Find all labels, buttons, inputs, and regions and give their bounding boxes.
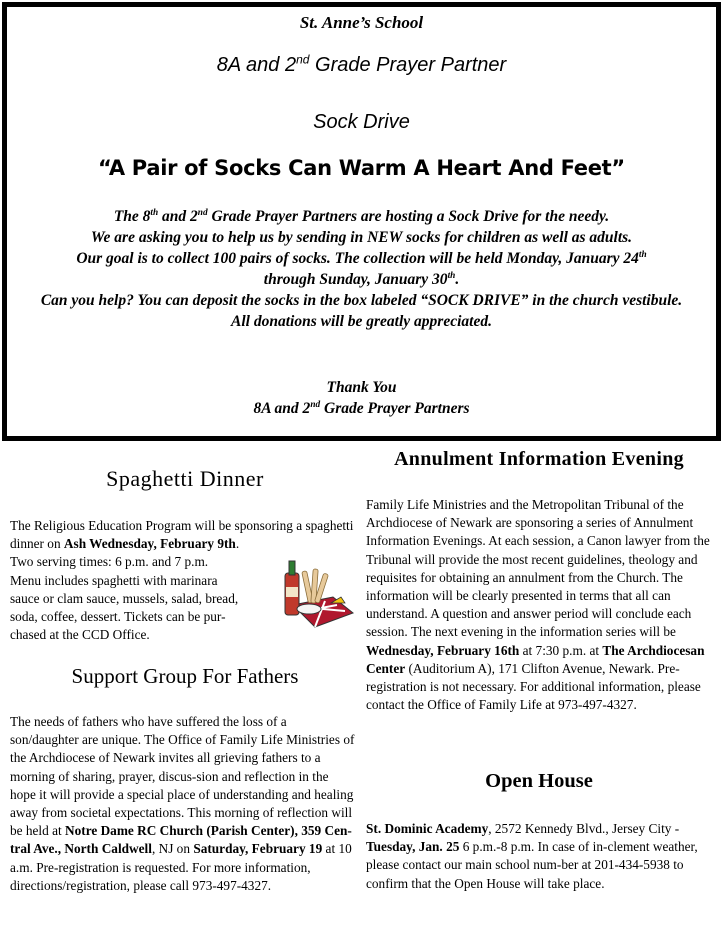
signature-line: 8A and 2nd Grade Prayer Partners: [253, 399, 470, 417]
open-house-body: St. Dominic Academy, 2572 Kennedy Blvd., Jersey City - Tuesday, Jan. 25 6 p.m.-8 p.m. In case of in-clement weather, please contact our main school num-ber at 201-434-5938 to confirm that the Open House will take place.: [366, 821, 698, 891]
spaghetti-dinner-title: Spaghetti Dinner: [106, 466, 264, 491]
annulment-body: Family Life Ministries and the Metropolitan Tribunal of the Archdiocese of Newark are sponsoring a series of Annulment Information Evenings. At each session, a Canon lawyer from the Tribunal will provide the most recent guidelines, theology and requisites for obtaining an annulment from the Church. The information will be clearly presented in terms that all can understand. A question and answer period will conclude each session. The next evening in the information series will be Wednesday, February 16th at 7:30 p.m. at The Archdiocesan Center (Auditorium A), 171 Clifton Avenue, Newark. Pre-registration is not necessary. For additional information, please contact the Office of Family Life at 973-497-4327.: [366, 497, 710, 713]
flyer-line-3: Our goal is to collect 100 pairs of socks. The collection will be held Monday, January 24th through Sunday, January 30th.: [76, 249, 647, 288]
flyer-signature: [7, 377, 716, 419]
flyer-line-1: The 8th and 2nd Grade Prayer Partners are hosting a Sock Drive for the needy.: [113, 207, 610, 225]
flyer-body: [13, 206, 710, 332]
school-name: St. Anne’s School: [299, 13, 424, 32]
fathers-support-body: The needs of fathers who have suffered the loss of a son/daughter are unique. The Office of Family Life Ministries of the Archdiocese of Newark invites all grieving fathers to a morning of sharing, prayer, discus-sion and reflection in the hope it will provide a special place of understanding and healing away from societal expectations. This morning of reflection will be held at Notre Dame RC Church (Parish Center), 359 Cen-tral Ave., North Caldwell, NJ on Saturday, February 19 at 10 a.m. Pre-registration is requested. For more information, directions/registration, please call 973-497-4327.: [10, 714, 355, 893]
flyer-subtitle: 8A and 2nd Grade Prayer Partner: [216, 52, 507, 76]
annulment-title: Annulment Information Evening: [394, 448, 684, 470]
flyer-slogan: “A Pair of Socks Can Warm A Heart And Feet”: [98, 156, 625, 180]
sock-drive-flyer: [2, 2, 721, 441]
flyer-line-2: We are asking you to help us by sending in NEW socks for children as well as adults.: [90, 229, 633, 246]
open-house-title: Open House: [485, 770, 593, 792]
fathers-support-title: Support Group For Fathers: [71, 664, 299, 688]
flyer-drive-title: Sock Drive: [313, 111, 410, 133]
thank-you: Thank You: [326, 379, 397, 396]
flyer-line-5: All donations will be greatly appreciated.: [231, 313, 492, 330]
spaghetti-line: soda, coffee, dessert. Tickets can be pur-: [10, 609, 226, 625]
spaghetti-line: Menu includes spaghetti with marinara: [10, 572, 218, 588]
wine-bottle-bread-picnic-icon: [275, 553, 355, 633]
spaghetti-line: sauce or clam sauce, mussels, salad, bread,: [10, 590, 239, 606]
spaghetti-intro: The Religious Education Program will be sponsoring a spaghetti dinner on Ash Wednesday, February 9th.: [10, 518, 354, 552]
spaghetti-line: chased at the CCD Office.: [10, 627, 150, 643]
spaghetti-line: Two serving times: 6 p.m. and 7 p.m.: [10, 554, 209, 570]
flyer-line-4: Can you help? You can deposit the socks in the box labeled “SOCK DRIVE” in the church vestibule.: [40, 292, 683, 309]
